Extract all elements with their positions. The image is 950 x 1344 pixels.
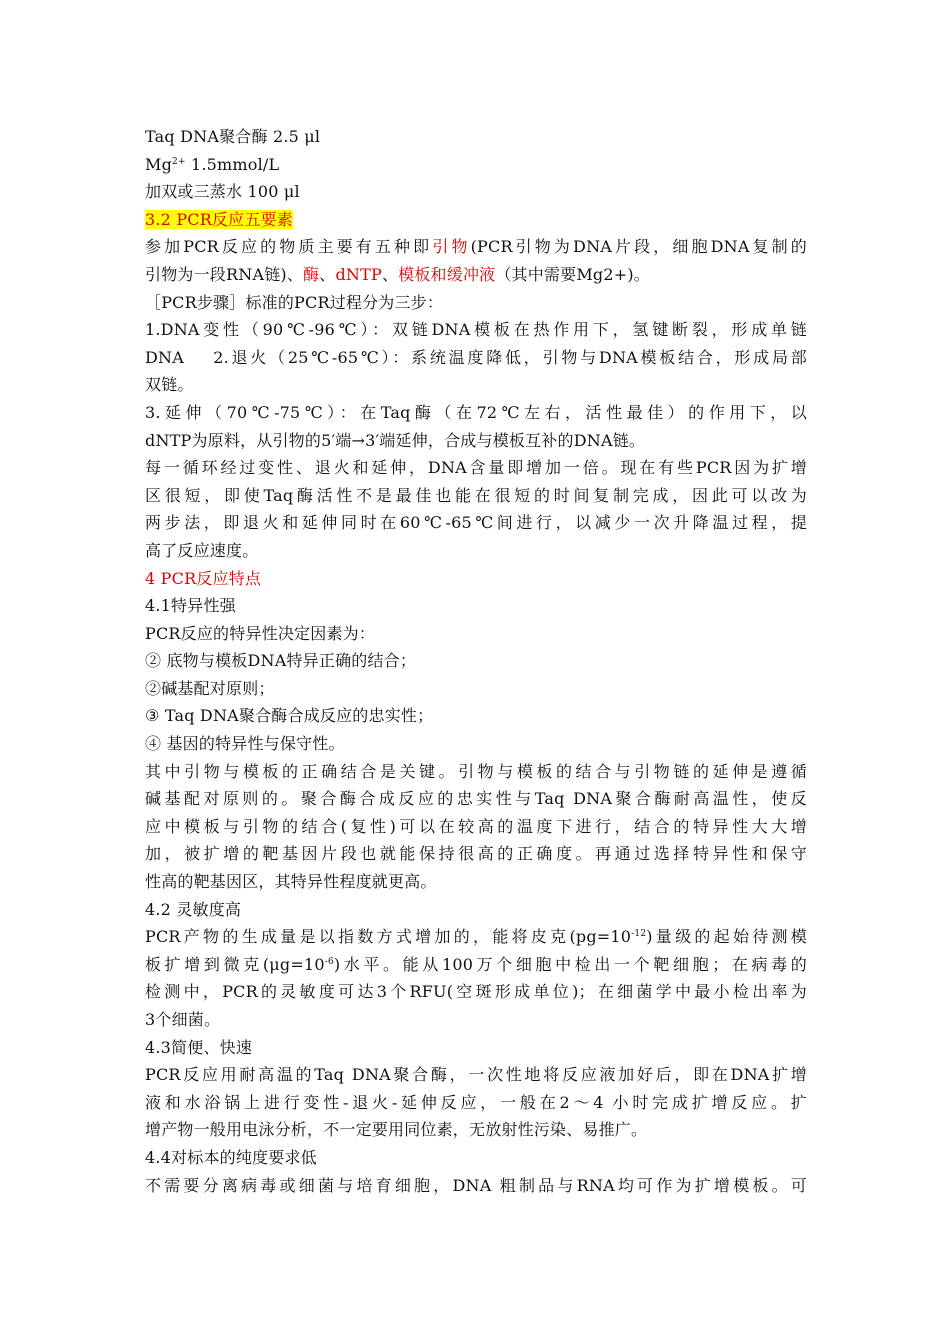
specificity-paragraph-line-2: 碱基配对原则的。聚合酶合成反应的忠实性与Taq DNA聚合酶耐高温性，使反 [145,789,807,809]
sensitivity-line-3: 检测中，PCR的灵敏度可达3个RFU(空斑形成单位)；在细菌学中最小检出率为 [145,982,807,1002]
sensitivity-line-4: 3个细菌。 [145,1010,221,1029]
specificity-paragraph-line-4: 加，被扩增的靶基因片段也就能保持很高的正确度。再通过选择特异性和保守 [145,844,807,864]
step1-line-1: 1.DNA变性（90℃-96℃）：双链DNA模板在热作用下，氢键断裂，形成单链 [145,320,807,340]
specificity-paragraph-line-5: 性高的靶基因区，其特异性程度就更高。 [145,872,437,892]
template-buffer-term: 模板和缓冲液 [398,264,496,284]
specificity-paragraph-line-3: 应中模板与引物的结合(复性)可以在较高的温度下进行，结合的特异性大大增 [145,816,807,836]
sensitivity-line-2: 板扩增到微克$(\mu g=10^{-6})$水平。能从100万个细胞中检出一个靶细胞；在病毒的 [145,954,807,974]
section-3-2-heading: 3.2 PCR反应五要素 [145,209,293,229]
cycle-paragraph-line-2: 区很短，即使Taq酶活性不是最佳也能在很短的时间复制完成，因此可以改为 [145,485,807,505]
document-page [145,123,807,1199]
cycle-paragraph-line-3: 两步法，即退火和延伸同时在60℃-65℃间进行，以减少一次升降温过程，提 [145,513,807,533]
speed-line-1: PCR反应用耐高温的Taq DNA聚合酶，一次性地将反应液加好后，即在DNA扩增 [145,1065,807,1085]
section-4-2-heading: 4.2 灵敏度高 [145,899,242,919]
step3-line-1: 3.延伸（70℃-75℃）：在Taq酶（在72℃左右，活性最佳）的作用下，以 [145,402,807,422]
reagent-mg-line: $Mg^{2+}$ 1.5mmol/L [145,154,280,174]
specificity-item-1: ② 底物与模板DNA特异正确的结合； [145,651,417,671]
section-4-4-heading: 4.4对标本的纯度要求低 [145,1147,317,1167]
ug-exponent: -6 [324,956,334,967]
specificity-intro: PCR反应的特异性决定因素为： [145,623,376,643]
primer-term: 引物 [432,237,471,257]
cycle-paragraph-line-4: 高了反应速度。 [145,540,259,560]
elements-paragraph-line-1: 参加PCR反应的物质主要有五种即引物(PCR引物为DNA片段，细胞DNA复制的 [145,237,808,257]
reagent-taq-line: Taq DNA聚合酶 2.5 μl [145,127,321,146]
specificity-item-3: ③ Taq DNA聚合酶合成反应的忠实性； [145,706,434,726]
step3-line-2: dNTP为原料，从引物的5′端→3′端延伸，合成与模板互补的DNA链。 [145,430,646,450]
step1-line-2: DNA 2.退火（25℃-65℃）：系统温度降低，引物与DNA模板结合，形成局部 [145,347,807,367]
specificity-item-2: ②碱基配对原则； [145,678,275,698]
section-4-3-heading: 4.3简便、快速 [145,1037,253,1057]
specificity-paragraph-line-1: 其中引物与模板的正确结合是关键。引物与模板的结合与引物链的延伸是遵循 [145,761,807,781]
elements-paragraph-line-2: 引物为一段RNA链)、酶、dNTP、模板和缓冲液（其中需要Mg2+)。 [145,264,650,284]
purity-line-1: 不需要分离病毒或细菌与培育细胞，DNA 粗制品与RNA均可作为扩增模板。可 [145,1175,807,1195]
specificity-item-4: ④ 基因的特异性与保守性。 [145,734,345,754]
speed-line-3: 增产物一般用电泳分析，不一定要用同位素，无放射性污染、易推广。 [145,1120,648,1140]
speed-line-2: 液和水浴锅上进行变性-退火-延伸反应，一般在2～4 小时完成扩增反应。扩 [145,1092,807,1112]
step1-line-3: 双链。 [145,375,194,395]
sensitivity-line-1: PCR产物的生成量是以指数方式增加的，能将皮克$(pg=10^{-12})$量级的起始待测模 [145,927,807,947]
steps-intro: ［PCR步骤］标准的PCR过程分为三步： [145,292,444,312]
dntp-term: dNTP [335,264,382,284]
section-4-1-heading: 4.1特异性强 [145,596,236,616]
section-4-heading: 4 PCR反应特点 [145,568,262,588]
mg-superscript: 2+ [172,156,186,167]
pg-exponent: -12 [631,929,647,940]
cycle-paragraph-line-1: 每一循环经过变性、退火和延伸，DNA含量即增加一倍。现在有些PCR因为扩增 [145,458,807,478]
enzyme-term: 酶 [303,264,320,284]
reagent-water-line: 加双或三蒸水 100 μl [145,182,300,202]
